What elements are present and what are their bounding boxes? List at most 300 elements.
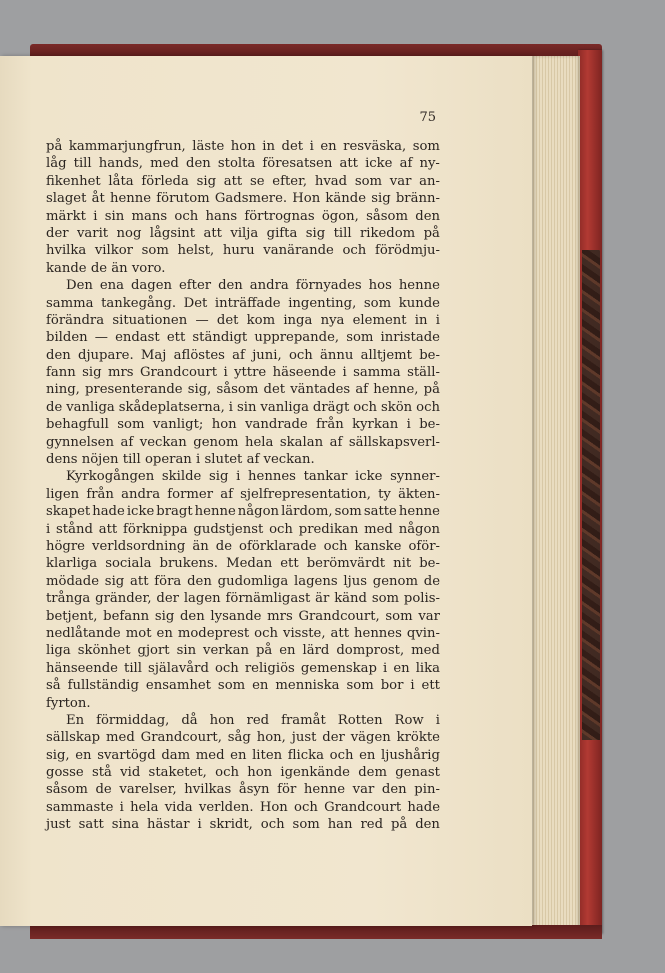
word: ljus [343,573,367,589]
word: fikenhet [46,173,101,189]
word: pin- [414,782,440,798]
marbled-endpaper [582,250,600,740]
word: som [334,504,362,520]
word: på [423,225,440,241]
word: föra [154,573,182,589]
word: såg [227,730,251,746]
word: oförklarade [239,538,317,554]
word: se [249,173,265,189]
word: kyrkan [352,417,399,433]
word: ställ- [407,365,440,381]
word: en [75,747,92,763]
word: dens [46,452,78,468]
word: och [323,538,348,554]
word: kom [246,312,276,328]
word: i [236,469,241,485]
word: liga [46,643,71,659]
word: är [315,591,330,607]
word: — [195,312,209,328]
word: efter [179,278,212,294]
word: och [416,399,440,415]
word: fyrton. [46,695,91,711]
word: i [93,208,98,224]
word: förnyades [295,278,362,294]
word: och [254,625,278,641]
word: samma [46,295,94,311]
word: satte [363,504,397,520]
word: lagens [294,573,338,589]
word: former [167,486,214,502]
text-line [46,764,440,781]
word: förändra [46,312,105,328]
word: ning, [46,382,80,398]
word: nöjen [81,452,119,468]
text-line [46,677,440,694]
word: inträffade [214,295,281,311]
word: bragt [156,504,193,520]
word: af [399,156,413,172]
word: förknippa [123,521,188,537]
word: föresatsen [262,156,333,172]
word: i [435,712,440,728]
word: hans [205,208,238,224]
word: henne [109,191,152,207]
word: tankegång. [101,295,177,311]
word: hon [211,417,237,433]
word: vilkor [94,243,133,259]
word: in [414,312,428,328]
word: svartögd [97,747,156,763]
word: ingenting, [288,295,357,311]
word: hon, [256,730,286,746]
word: skönhet [77,643,131,659]
word: åt [91,191,105,207]
word: kunde [398,295,440,311]
word: sjelfrepresentation, [240,486,371,502]
word: der [46,225,69,241]
word: lysande [210,608,262,624]
text-line [46,468,440,485]
word: klarliga [46,556,98,572]
word: varit [76,225,109,241]
text-line [46,173,440,190]
word: af [246,452,260,468]
word: slaget [46,191,87,207]
word: gynnelsen [46,434,114,450]
word: sin [104,208,125,224]
word: bor [380,678,404,694]
word: det [263,382,286,398]
word: till [333,225,352,241]
word: Den [66,278,93,294]
word: henne [194,504,236,520]
word: element [352,312,407,328]
word: hennes [248,469,296,485]
word: djupare. [78,347,134,363]
word: i [228,399,233,415]
text-line [46,242,440,259]
word: som [412,139,440,154]
word: just [291,730,317,746]
word: inga [283,312,313,328]
word: väntades [290,382,351,398]
word: nog [116,225,142,241]
word: Hon [259,799,288,815]
word: att [203,225,222,241]
word: vanärande [263,243,334,259]
page-edges [528,56,580,928]
word: sammaste [46,799,114,815]
word: skilde [161,469,202,485]
text-line [46,816,440,833]
word: att [339,156,358,172]
word: igenkände [280,765,350,781]
word: vandrade [245,417,308,433]
word: sig [196,173,217,189]
word: bränn- [395,191,440,207]
word: att [130,573,149,589]
word: andra [249,278,289,294]
word: lärd [302,643,330,659]
word: veckan. [263,452,315,468]
word: med [411,643,440,659]
word: efter, [272,173,308,189]
word: in [262,139,275,154]
word: vanliga [260,399,309,415]
word: den [381,782,407,798]
word: brukens. [159,556,219,572]
word: operan [144,452,192,468]
word: befann [103,608,150,624]
word: ögon, [321,208,359,224]
text-line [46,225,440,242]
word: vanliga [66,399,115,415]
word: sig, [46,747,70,763]
word: helst, [177,243,215,259]
word: upprepande, [254,330,340,346]
word: i [342,365,347,381]
word: satt [78,817,104,833]
word: ny- [419,156,440,172]
word: be- [419,347,440,363]
word: vägen [350,730,391,746]
word: red [246,712,270,728]
word: slutet [204,452,243,468]
word: an- [419,173,440,189]
word: i [196,452,201,468]
word: juni, [252,347,282,363]
text-line [46,608,440,625]
word: med [106,730,135,746]
word: inristade [380,330,440,346]
word: ligen [46,486,80,502]
word: i [383,660,388,676]
word: veckan [139,434,187,450]
word: själavård [148,660,209,676]
word: verlden. [198,799,254,815]
text-line [46,260,440,277]
word: gudomliga [217,573,289,589]
word: sig, [187,382,212,398]
word: de [90,260,108,276]
word: henne, [373,382,419,398]
word: icke [126,504,155,520]
word: liten [252,747,283,763]
text-line [46,747,440,764]
word: förödmju- [374,243,440,259]
word: han [327,817,353,833]
word: som [117,417,145,433]
word: ett [421,678,440,694]
text-line [46,277,440,294]
word: och [215,765,239,781]
word: ännu [320,347,354,363]
word: med [364,521,393,537]
word: och [269,521,293,537]
word: gemenskap [300,660,377,676]
word: ett [166,330,186,346]
word: i [223,365,228,381]
word: och [260,817,285,833]
word: det [216,312,239,328]
word: de [215,538,233,554]
word: hvilka [46,243,87,259]
word: Grandcourt, [298,608,380,624]
word: Kyrkogången [66,469,155,485]
word: henne [303,782,345,798]
word: bilden [46,330,88,346]
word: genom [193,434,239,450]
word: stå [91,765,112,781]
word: gränder, [95,591,152,607]
word: gosse [46,765,84,781]
word: behagfull [46,417,109,433]
word: betjent, [46,608,98,624]
word: predikan [298,521,359,537]
word: gifta [266,225,298,241]
word: som [346,330,374,346]
text-line [46,486,440,503]
word: kande [46,260,87,276]
word: hos [368,278,392,294]
word: den [46,347,71,363]
word: på [390,817,408,833]
word: — [94,330,108,346]
text-line [46,729,440,746]
word: vid [120,765,141,781]
word: såsom [216,382,259,398]
text-line [46,399,440,416]
word: förleda [141,173,189,189]
word: hvilkas [184,782,232,798]
word: hon [209,712,235,728]
text-line [46,381,440,398]
word: förtrognas [244,208,315,224]
word: Rotten [337,712,383,728]
word: yttre [234,365,267,381]
word: visste, [283,625,326,641]
word: voro. [131,260,166,276]
text-line [46,329,440,346]
word: sina [111,817,140,833]
word: verkan [203,643,249,659]
word: gjort [137,643,170,659]
text-line [46,642,440,659]
text-line [46,208,440,225]
word: varelser, [119,782,177,798]
word: gudstjenst [193,521,264,537]
word: i [46,521,51,537]
word: sig [305,225,326,241]
word: äkten- [398,486,440,502]
word: på [46,139,63,154]
word: Grandcourt, [140,730,222,746]
word: der [322,730,345,746]
word: red [360,817,384,833]
word: på [255,643,273,659]
word: läste [192,139,225,154]
word: ständigt [192,330,248,346]
word: sin [176,643,197,659]
word: En [66,712,85,728]
word: icke [355,469,383,485]
word: trånga [46,591,91,607]
word: förutom [156,191,210,207]
word: som [346,678,374,694]
word: då [181,712,198,728]
word: häseende [272,365,337,381]
text-line [46,347,440,364]
word: en [230,747,247,763]
word: af [329,434,343,450]
word: någon [398,521,440,537]
word: åsyn [238,782,270,798]
word: lika [415,660,440,676]
word: sin [236,399,257,415]
word: från [316,417,344,433]
word: och [294,799,318,815]
word: en [320,139,337,154]
word: var [418,608,440,624]
word: Gadsmere. [214,191,288,207]
word: från [86,486,114,502]
word: kammarjungfrun, [68,139,186,154]
word: var [352,782,375,798]
word: just [46,817,71,833]
word: i [197,817,202,833]
text-line [46,555,440,572]
word: som [354,173,383,189]
word: på [423,382,440,398]
word: de [423,573,440,589]
word: i [410,678,415,694]
word: hade [92,504,125,520]
word: krökte [396,730,440,746]
word: henne [398,504,440,520]
word: skridt, [209,817,253,833]
word: hennes [354,625,402,641]
word: framåt [281,712,326,728]
word: skalan [279,434,324,450]
word: än [192,538,209,554]
word: icke [365,156,393,172]
word: henne [398,278,440,294]
word: den [415,208,440,224]
word: polis- [403,591,440,607]
word: berömvärdt [306,556,386,572]
word: och [342,243,367,259]
word: ena [99,278,125,294]
word: sällskapsverl- [348,434,440,450]
word: stolta [217,156,256,172]
word: låta [108,173,134,189]
text-line [46,138,440,155]
word: religiös [244,660,295,676]
word: menniska [275,678,340,694]
word: i [309,139,314,154]
word: hade [407,799,440,815]
text-line [46,660,440,677]
word: i [406,417,411,433]
word: aflöstes [173,347,225,363]
word: och [214,660,239,676]
word: Grandcourt [139,365,218,381]
word: Det [183,295,208,311]
word: Maj [140,347,167,363]
text-line [46,712,440,729]
word: att [330,625,349,641]
text-line [46,625,440,642]
word: låg [46,156,67,172]
word: högre [46,538,85,554]
word: i [119,799,124,815]
word: qvin- [406,625,440,641]
text-line [46,503,440,520]
word: att [223,173,243,189]
word: förnämligast [225,591,311,607]
word: med [195,747,225,763]
word: hon [230,139,256,154]
word: som [385,608,413,624]
word: dem [358,765,387,781]
word: att [98,521,118,537]
word: och [174,208,199,224]
word: de [95,782,112,798]
word: dam [161,747,191,763]
word: ljushårig [381,747,440,763]
word: till [122,452,141,468]
text-line [46,451,440,468]
word: situationen [112,312,188,328]
word: modeprest [177,625,250,641]
word: mödade [46,573,99,589]
word: Medan [226,556,273,572]
word: en [156,625,173,641]
word: i [435,312,440,328]
word: som [141,243,169,259]
word: förmiddag, [96,712,170,728]
word: mot [125,625,152,641]
word: fullständig [67,678,139,694]
word: andra [121,486,161,502]
word: Hon [292,191,321,207]
word: skapet [46,504,91,520]
word: som [371,591,400,607]
word: till [124,660,142,676]
word: genast [395,765,440,781]
word: för [277,782,297,798]
word: mrs [107,365,134,381]
